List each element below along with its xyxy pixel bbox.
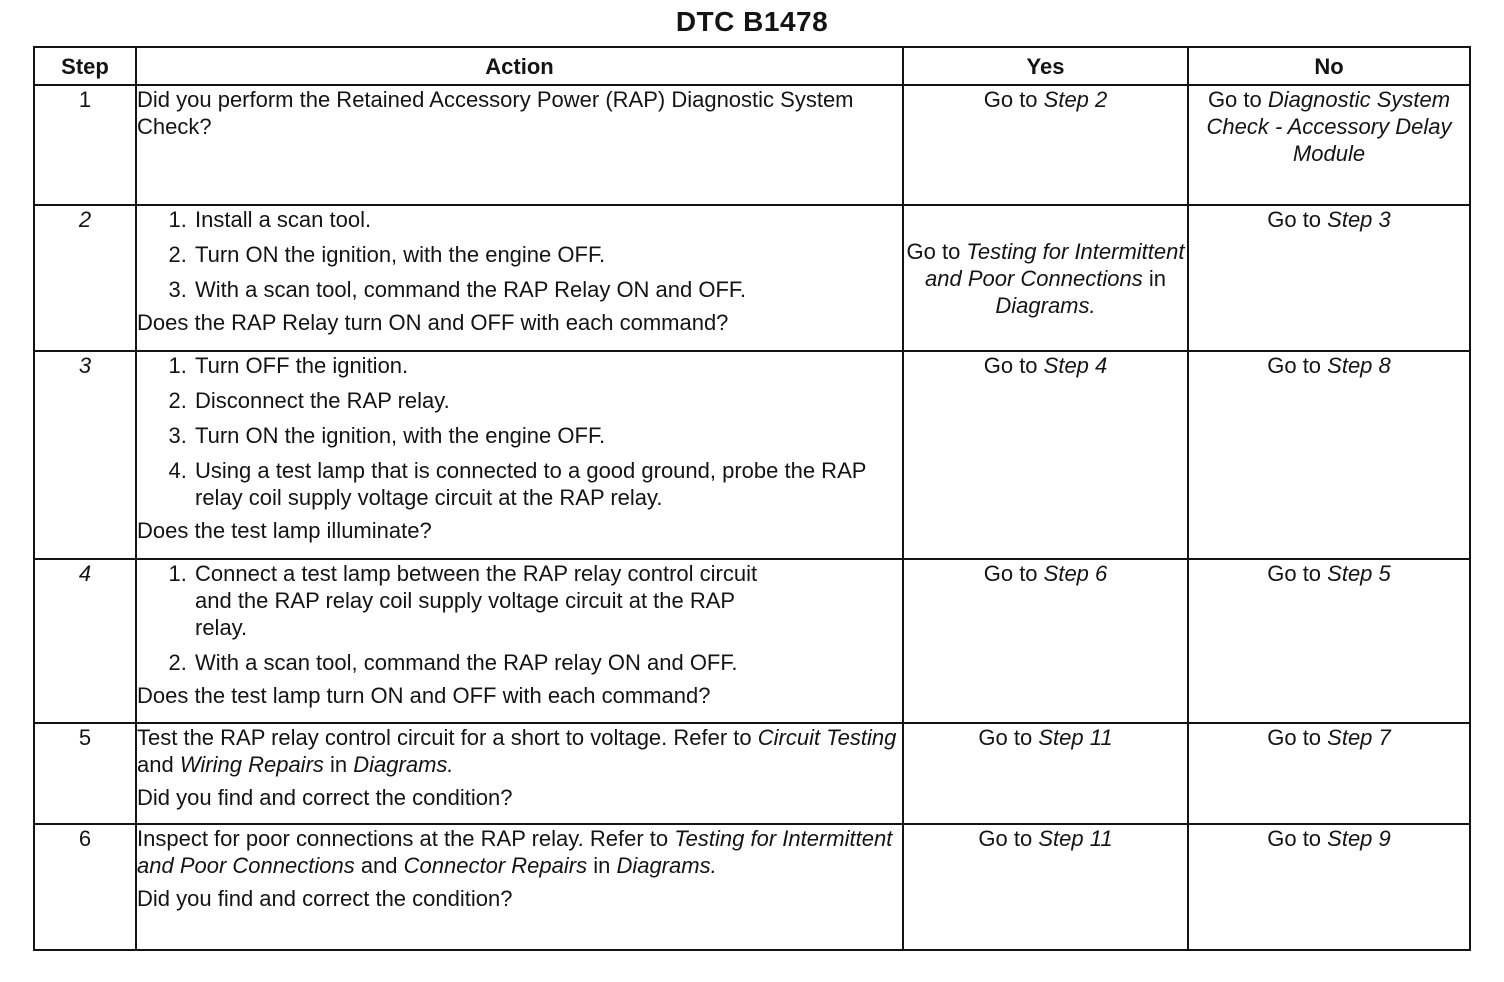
diagrams-reference: Diagrams. xyxy=(353,752,454,777)
action-question: Does the test lamp illuminate? xyxy=(137,518,432,543)
goto-text: Go to xyxy=(1267,207,1328,232)
table-row xyxy=(34,824,1470,950)
table-row xyxy=(34,351,1470,559)
yes-link[interactable] xyxy=(904,560,1187,587)
no-cell xyxy=(1188,205,1470,351)
yes-cell xyxy=(903,85,1188,205)
action-cell xyxy=(136,351,903,559)
action-step: 2. Disconnect the RAP relay. xyxy=(193,387,902,414)
column-header-yes: Yes xyxy=(903,47,1188,85)
action-text-part: and xyxy=(354,853,404,878)
yes-link[interactable] xyxy=(904,825,1187,852)
no-link[interactable] xyxy=(1189,724,1469,751)
goto-text: Go to xyxy=(978,725,1039,750)
no-cell xyxy=(1188,351,1470,559)
action-cell xyxy=(136,85,903,205)
step-reference: Step 9 xyxy=(1327,826,1391,851)
no-cell xyxy=(1188,85,1470,205)
action-cell xyxy=(136,824,903,950)
goto-text: Go to xyxy=(978,826,1039,851)
goto-text: Go to xyxy=(1267,561,1328,586)
table-row xyxy=(34,205,1470,351)
goto-text: Go to xyxy=(983,87,1044,112)
goto-text: Go to xyxy=(1267,725,1328,750)
step-number: 4 xyxy=(34,559,136,723)
action-steps-list xyxy=(137,352,902,511)
action-cell xyxy=(136,205,903,351)
action-step: 1. Connect a test lamp between the RAP relay control circuit and the RAP relay coil supply voltage circuit at the RAP relay. xyxy=(193,560,902,641)
no-link[interactable] xyxy=(1189,86,1469,167)
action-text-part: Test the RAP relay control circuit for a short to voltage. Refer to xyxy=(137,725,758,750)
procedure-reference: Wiring Repairs xyxy=(179,752,324,777)
column-header-action: Action xyxy=(136,47,903,85)
step-reference: Step 8 xyxy=(1327,353,1391,378)
no-cell xyxy=(1188,723,1470,824)
goto-text: Go to xyxy=(983,353,1044,378)
step-number: 2 xyxy=(34,205,136,351)
diagrams-reference: Diagrams. xyxy=(995,292,1096,318)
yes-link[interactable] xyxy=(904,238,1187,319)
action-steps-list xyxy=(137,206,902,303)
action-steps-list xyxy=(137,560,902,676)
step-reference: Step 11 xyxy=(1038,725,1113,750)
procedure-reference: Testing for Intermittent and Poor Connections xyxy=(137,826,893,878)
column-header-no: No xyxy=(1188,47,1470,85)
yes-cell xyxy=(903,205,1188,351)
action-text: Did you perform the Retained Accessory Power (RAP) Diagnostic System Check? xyxy=(137,87,854,139)
yes-link[interactable] xyxy=(904,352,1187,379)
action-text-part: in xyxy=(323,752,354,777)
procedure-reference: Diagnostic System Check - Accessory Delay Module xyxy=(1206,87,1452,166)
step-reference: Step 5 xyxy=(1327,561,1391,586)
goto-text: Go to xyxy=(1267,353,1328,378)
step-reference: Step 3 xyxy=(1327,207,1391,232)
step-reference: Step 4 xyxy=(1043,353,1108,378)
action-step: 1. Install a scan tool. xyxy=(193,206,902,233)
action-text xyxy=(137,825,902,879)
step-reference: Step 6 xyxy=(1043,561,1108,586)
action-text-part: and xyxy=(137,752,180,777)
no-link[interactable] xyxy=(1189,825,1469,852)
step-number: 3 xyxy=(34,351,136,559)
procedure-reference: Circuit Testing xyxy=(757,725,897,750)
action-step: 2. Turn ON the ignition, with the engine OFF. xyxy=(193,241,902,268)
action-text xyxy=(137,724,902,778)
yes-cell xyxy=(903,723,1188,824)
action-question: Does the test lamp turn ON and OFF with each command? xyxy=(137,683,711,708)
in-text: in xyxy=(1142,265,1166,291)
goto-text: Go to xyxy=(1207,87,1268,112)
no-link[interactable] xyxy=(1189,352,1469,379)
diagnostic-table xyxy=(33,46,1471,951)
diagrams-reference: Diagrams. xyxy=(616,853,717,878)
no-link[interactable] xyxy=(1189,560,1469,587)
action-step: 4. Using a test lamp that is connected to a good ground, probe the RAP relay coil supply voltage circuit at the RAP relay. xyxy=(193,457,902,511)
no-cell xyxy=(1188,559,1470,723)
action-cell xyxy=(136,559,903,723)
action-step: 3. Turn ON the ignition, with the engine OFF. xyxy=(193,422,902,449)
table-row xyxy=(34,723,1470,824)
action-question: Did you find and correct the condition? xyxy=(137,785,513,810)
yes-cell xyxy=(903,559,1188,723)
step-reference: Step 11 xyxy=(1038,826,1113,851)
page-title: DTC B1478 xyxy=(675,6,829,37)
yes-cell xyxy=(903,824,1188,950)
goto-text: Go to xyxy=(906,238,967,264)
column-header-step: Step xyxy=(34,47,136,85)
yes-cell xyxy=(903,351,1188,559)
step-number: 1 xyxy=(34,85,136,205)
no-link[interactable] xyxy=(1189,206,1469,233)
action-cell xyxy=(136,723,903,824)
table-row xyxy=(34,85,1470,205)
action-question: Does the RAP Relay turn ON and OFF with each command? xyxy=(137,310,729,335)
procedure-reference: Connector Repairs xyxy=(403,853,588,878)
step-reference: Step 7 xyxy=(1327,725,1391,750)
table-row xyxy=(34,559,1470,723)
action-step: 1. Turn OFF the ignition. xyxy=(193,352,902,379)
no-cell xyxy=(1188,824,1470,950)
step-reference: Step 2 xyxy=(1043,87,1108,112)
header-row xyxy=(34,47,1470,85)
action-text-part: Inspect for poor connections at the RAP relay. Refer to xyxy=(137,826,675,851)
yes-link[interactable] xyxy=(904,86,1187,113)
goto-text: Go to xyxy=(983,561,1044,586)
step-number: 6 xyxy=(34,824,136,950)
step-number: 5 xyxy=(34,723,136,824)
action-step: 2. With a scan tool, command the RAP relay ON and OFF. xyxy=(193,649,902,676)
goto-text: Go to xyxy=(1267,826,1328,851)
action-text-part: in xyxy=(587,853,617,878)
action-question: Did you find and correct the condition? xyxy=(137,886,513,911)
action-step: 3. With a scan tool, command the RAP Relay ON and OFF. xyxy=(193,276,902,303)
yes-link[interactable] xyxy=(904,724,1187,751)
procedure-reference: Testing for Intermittent and Poor Connections xyxy=(925,238,1185,291)
